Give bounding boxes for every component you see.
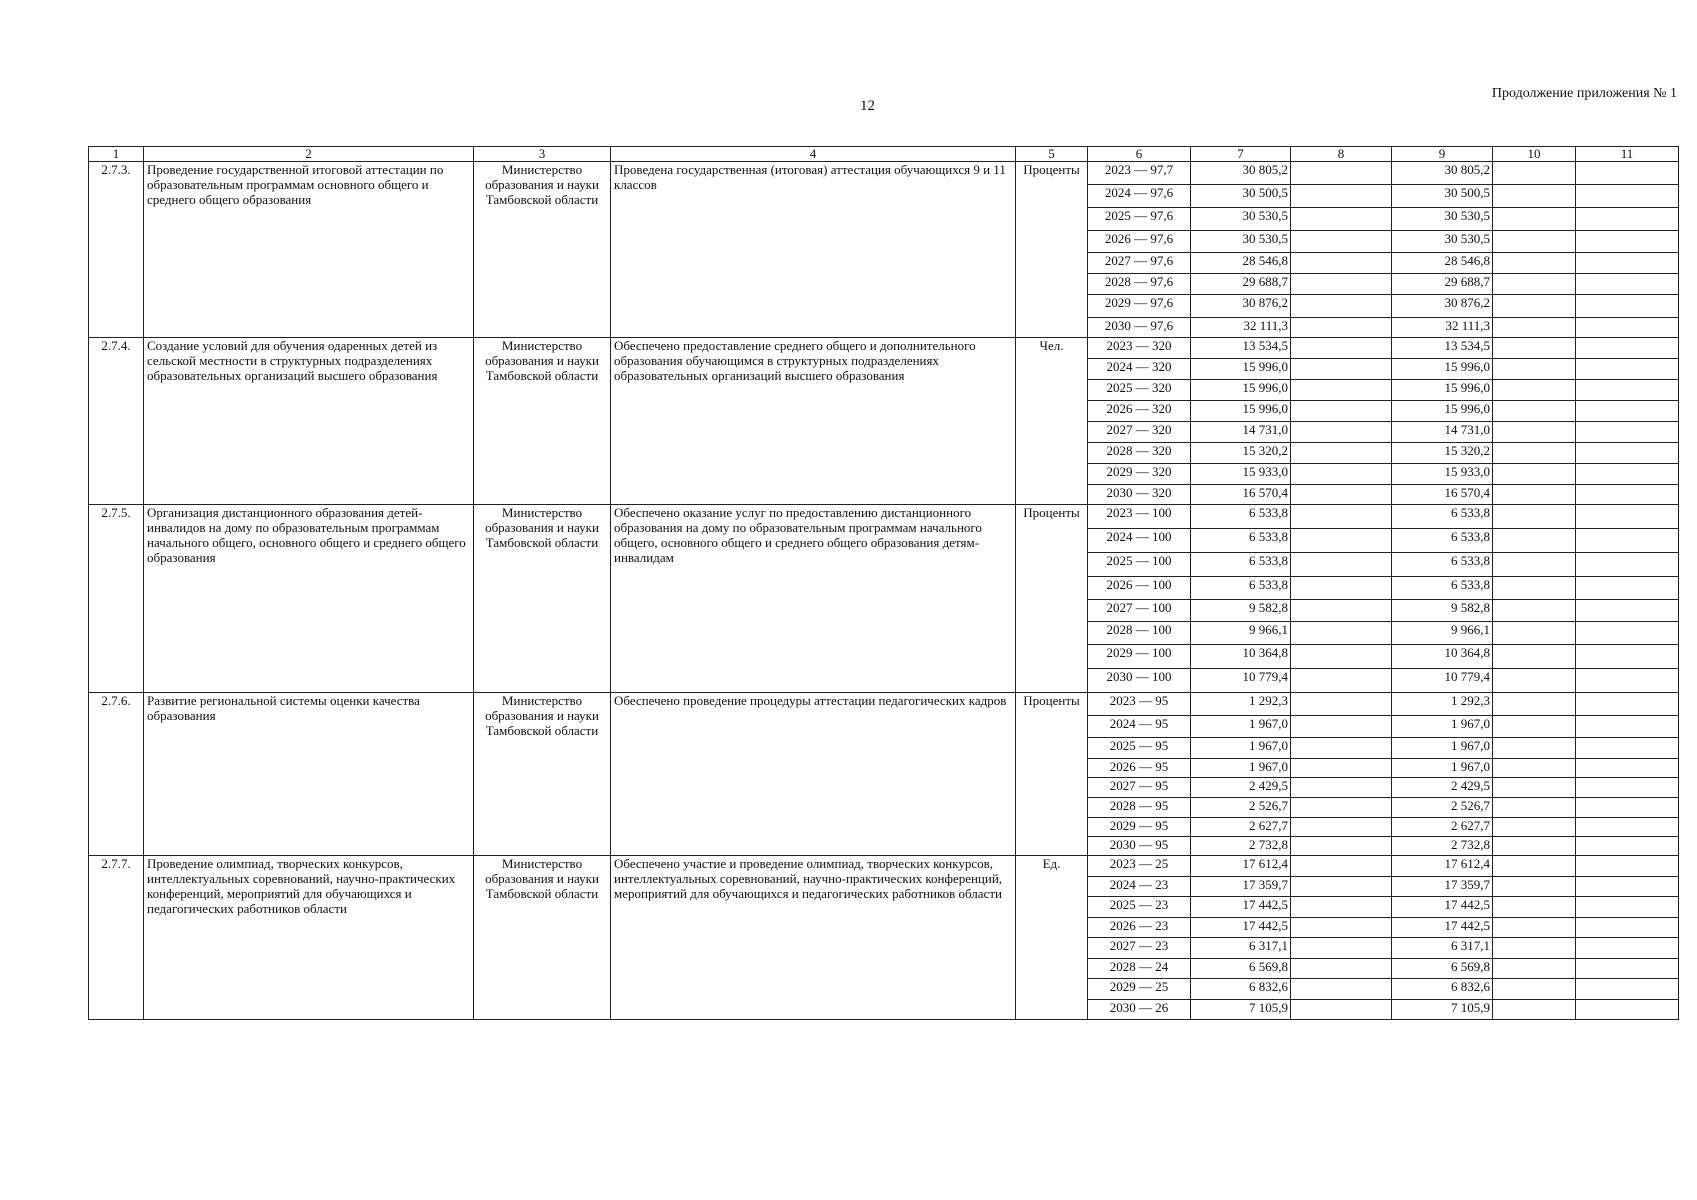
column-10-cell xyxy=(1493,1000,1576,1020)
funding-regional-cell: 6 832,6 xyxy=(1392,979,1493,1000)
column-11-cell xyxy=(1576,231,1679,253)
column-8-cell xyxy=(1291,877,1392,897)
column-8-cell xyxy=(1291,162,1392,185)
funding-total-cell: 15 996,0 xyxy=(1191,359,1291,380)
column-11-cell xyxy=(1576,485,1679,505)
funding-total-cell: 30 805,2 xyxy=(1191,162,1291,185)
column-8-cell xyxy=(1291,798,1392,818)
funding-total-cell: 30 876,2 xyxy=(1191,295,1291,318)
column-10-cell xyxy=(1493,208,1576,231)
funding-regional-cell: 15 996,0 xyxy=(1392,380,1493,401)
funding-total-cell: 6 832,6 xyxy=(1191,979,1291,1000)
column-11-cell xyxy=(1576,274,1679,295)
funding-regional-cell: 17 442,5 xyxy=(1392,897,1493,918)
measure-number: 2.7.5. xyxy=(89,505,144,693)
funding-regional-cell: 10 364,8 xyxy=(1392,645,1493,669)
column-10-cell xyxy=(1493,464,1576,485)
funding-total-cell: 9 966,1 xyxy=(1191,622,1291,645)
column-header: 7 xyxy=(1191,147,1291,162)
funding-total-cell: 7 105,9 xyxy=(1191,1000,1291,1020)
column-10-cell xyxy=(1493,877,1576,897)
year-value-cell: 2028 — 97,6 xyxy=(1088,274,1191,295)
measure-executor: Министерство образования и науки Тамбовской области xyxy=(474,505,611,693)
measure-result: Обеспечено оказание услуг по предоставлению дистанционного образования на дому по образовательным программам начального общего, основного общего и среднего общего образования детям-инвалидам xyxy=(611,505,1016,693)
funding-total-cell: 6 317,1 xyxy=(1191,938,1291,959)
column-10-cell xyxy=(1493,422,1576,443)
column-10-cell xyxy=(1493,959,1576,979)
column-10-cell xyxy=(1493,318,1576,338)
funding-regional-cell: 13 534,5 xyxy=(1392,338,1493,359)
funding-total-cell: 10 779,4 xyxy=(1191,669,1291,693)
funding-total-cell: 2 526,7 xyxy=(1191,798,1291,818)
column-10-cell xyxy=(1493,401,1576,422)
year-value-cell: 2025 — 23 xyxy=(1088,897,1191,918)
year-value-cell: 2027 — 100 xyxy=(1088,600,1191,622)
funding-total-cell: 10 364,8 xyxy=(1191,645,1291,669)
funding-regional-cell: 17 359,7 xyxy=(1392,877,1493,897)
column-10-cell xyxy=(1493,231,1576,253)
year-value-cell: 2030 — 100 xyxy=(1088,669,1191,693)
year-value-cell: 2023 — 100 xyxy=(1088,505,1191,529)
funding-regional-cell: 9 582,8 xyxy=(1392,600,1493,622)
year-value-cell: 2024 — 320 xyxy=(1088,359,1191,380)
funding-total-cell: 28 546,8 xyxy=(1191,253,1291,274)
column-10-cell xyxy=(1493,856,1576,877)
column-10-cell xyxy=(1493,693,1576,716)
funding-total-cell: 15 996,0 xyxy=(1191,380,1291,401)
funding-regional-cell: 30 500,5 xyxy=(1392,185,1493,208)
column-11-cell xyxy=(1576,577,1679,600)
funding-total-cell: 29 688,7 xyxy=(1191,274,1291,295)
funding-regional-cell: 16 570,4 xyxy=(1392,485,1493,505)
funding-total-cell: 30 500,5 xyxy=(1191,185,1291,208)
column-8-cell xyxy=(1291,645,1392,669)
column-10-cell xyxy=(1493,837,1576,856)
column-8-cell xyxy=(1291,443,1392,464)
column-header: 6 xyxy=(1088,147,1191,162)
funding-regional-cell: 29 688,7 xyxy=(1392,274,1493,295)
column-8-cell xyxy=(1291,622,1392,645)
column-10-cell xyxy=(1493,759,1576,778)
column-11-cell xyxy=(1576,837,1679,856)
year-value-cell: 2029 — 97,6 xyxy=(1088,295,1191,318)
column-header: 8 xyxy=(1291,147,1392,162)
program-measures-table xyxy=(88,146,1679,1020)
year-value-cell: 2023 — 25 xyxy=(1088,856,1191,877)
funding-regional-cell: 1 967,0 xyxy=(1392,738,1493,759)
funding-total-cell: 2 429,5 xyxy=(1191,778,1291,798)
funding-regional-cell: 6 533,8 xyxy=(1392,505,1493,529)
column-10-cell xyxy=(1493,979,1576,1000)
column-11-cell xyxy=(1576,529,1679,553)
funding-regional-cell: 6 533,8 xyxy=(1392,553,1493,577)
column-10-cell xyxy=(1493,253,1576,274)
column-header: 5 xyxy=(1016,147,1088,162)
column-8-cell xyxy=(1291,856,1392,877)
column-8-cell xyxy=(1291,577,1392,600)
column-10-cell xyxy=(1493,185,1576,208)
year-value-cell: 2025 — 95 xyxy=(1088,738,1191,759)
column-11-cell xyxy=(1576,505,1679,529)
column-8-cell xyxy=(1291,185,1392,208)
column-11-cell xyxy=(1576,359,1679,380)
column-11-cell xyxy=(1576,185,1679,208)
funding-regional-cell: 6 569,8 xyxy=(1392,959,1493,979)
column-10-cell xyxy=(1493,359,1576,380)
funding-total-cell: 30 530,5 xyxy=(1191,208,1291,231)
column-8-cell xyxy=(1291,295,1392,318)
column-8-cell xyxy=(1291,897,1392,918)
column-header: 1 xyxy=(89,147,144,162)
column-8-cell xyxy=(1291,529,1392,553)
year-value-cell: 2028 — 320 xyxy=(1088,443,1191,464)
column-8-cell xyxy=(1291,818,1392,837)
year-value-cell: 2028 — 95 xyxy=(1088,798,1191,818)
funding-regional-cell: 7 105,9 xyxy=(1392,1000,1493,1020)
year-value-cell: 2025 — 320 xyxy=(1088,380,1191,401)
funding-regional-cell: 15 933,0 xyxy=(1392,464,1493,485)
year-value-cell: 2029 — 95 xyxy=(1088,818,1191,837)
funding-regional-cell: 30 805,2 xyxy=(1392,162,1493,185)
funding-regional-cell: 2 627,7 xyxy=(1392,818,1493,837)
column-8-cell xyxy=(1291,380,1392,401)
year-value-cell: 2030 — 26 xyxy=(1088,1000,1191,1020)
funding-total-cell: 15 996,0 xyxy=(1191,401,1291,422)
column-11-cell xyxy=(1576,778,1679,798)
measure-executor: Министерство образования и науки Тамбовской области xyxy=(474,856,611,1020)
column-8-cell xyxy=(1291,1000,1392,1020)
measure-name: Создание условий для обучения одаренных детей из сельской местности в структурных подразделениях образовательных организаций высшего образования xyxy=(144,338,474,505)
funding-regional-cell: 6 533,8 xyxy=(1392,577,1493,600)
column-8-cell xyxy=(1291,716,1392,738)
column-8-cell xyxy=(1291,359,1392,380)
column-11-cell xyxy=(1576,162,1679,185)
funding-total-cell: 1 967,0 xyxy=(1191,716,1291,738)
funding-total-cell: 17 359,7 xyxy=(1191,877,1291,897)
column-8-cell xyxy=(1291,485,1392,505)
measure-executor: Министерство образования и науки Тамбовской области xyxy=(474,338,611,505)
measure-unit: Проценты xyxy=(1016,162,1088,338)
measure-name: Проведение государственной итоговой аттестации по образовательным программам основного общего и среднего общего образования xyxy=(144,162,474,338)
year-value-cell: 2023 — 320 xyxy=(1088,338,1191,359)
column-header: 4 xyxy=(611,147,1016,162)
column-11-cell xyxy=(1576,553,1679,577)
column-11-cell xyxy=(1576,897,1679,918)
column-11-cell xyxy=(1576,669,1679,693)
measure-executor: Министерство образования и науки Тамбовской области xyxy=(474,693,611,856)
funding-regional-cell: 2 526,7 xyxy=(1392,798,1493,818)
measure-result: Проведена государственная (итоговая) аттестация обучающихся 9 и 11 классов xyxy=(611,162,1016,338)
column-11-cell xyxy=(1576,938,1679,959)
measure-result: Обеспечено участие и проведение олимпиад, творческих конкурсов, интеллектуальных соревнований, научно-практических конференций, мероприятий для обучающихся и педагогических работников области xyxy=(611,856,1016,1020)
year-value-cell: 2026 — 95 xyxy=(1088,759,1191,778)
column-11-cell xyxy=(1576,818,1679,837)
column-11-cell xyxy=(1576,759,1679,778)
funding-total-cell: 6 533,8 xyxy=(1191,505,1291,529)
table-row xyxy=(89,856,1679,877)
column-11-cell xyxy=(1576,253,1679,274)
column-header: 9 xyxy=(1392,147,1493,162)
column-10-cell xyxy=(1493,553,1576,577)
funding-regional-cell: 10 779,4 xyxy=(1392,669,1493,693)
column-11-cell xyxy=(1576,464,1679,485)
column-10-cell xyxy=(1493,485,1576,505)
year-value-cell: 2024 — 100 xyxy=(1088,529,1191,553)
column-11-cell xyxy=(1576,1000,1679,1020)
column-10-cell xyxy=(1493,669,1576,693)
column-8-cell xyxy=(1291,600,1392,622)
column-11-cell xyxy=(1576,380,1679,401)
funding-regional-cell: 1 967,0 xyxy=(1392,716,1493,738)
column-10-cell xyxy=(1493,778,1576,798)
funding-regional-cell: 1 292,3 xyxy=(1392,693,1493,716)
measure-name: Проведение олимпиад, творческих конкурсов, интеллектуальных соревнований, научно-практических конференций, мероприятий для обучающихся и педагогических работников области xyxy=(144,856,474,1020)
funding-regional-cell: 6 317,1 xyxy=(1392,938,1493,959)
column-11-cell xyxy=(1576,443,1679,464)
funding-total-cell: 9 582,8 xyxy=(1191,600,1291,622)
measure-unit: Ед. xyxy=(1016,856,1088,1020)
column-10-cell xyxy=(1493,162,1576,185)
year-value-cell: 2027 — 320 xyxy=(1088,422,1191,443)
column-11-cell xyxy=(1576,422,1679,443)
measure-number: 2.7.6. xyxy=(89,693,144,856)
funding-regional-cell: 32 111,3 xyxy=(1392,318,1493,338)
measure-name: Развитие региональной системы оценки качества образования xyxy=(144,693,474,856)
funding-regional-cell: 17 442,5 xyxy=(1392,918,1493,938)
column-8-cell xyxy=(1291,274,1392,295)
year-value-cell: 2024 — 97,6 xyxy=(1088,185,1191,208)
funding-total-cell: 1 292,3 xyxy=(1191,693,1291,716)
column-11-cell xyxy=(1576,798,1679,818)
table-row xyxy=(89,693,1679,716)
funding-total-cell: 32 111,3 xyxy=(1191,318,1291,338)
column-8-cell xyxy=(1291,401,1392,422)
column-11-cell xyxy=(1576,208,1679,231)
column-header: 11 xyxy=(1576,147,1679,162)
column-8-cell xyxy=(1291,837,1392,856)
column-10-cell xyxy=(1493,622,1576,645)
column-11-cell xyxy=(1576,716,1679,738)
table-row xyxy=(89,338,1679,359)
column-11-cell xyxy=(1576,918,1679,938)
funding-total-cell: 17 612,4 xyxy=(1191,856,1291,877)
measure-unit: Проценты xyxy=(1016,505,1088,693)
year-value-cell: 2028 — 24 xyxy=(1088,959,1191,979)
column-10-cell xyxy=(1493,918,1576,938)
column-8-cell xyxy=(1291,208,1392,231)
year-value-cell: 2030 — 320 xyxy=(1088,485,1191,505)
funding-regional-cell: 30 530,5 xyxy=(1392,231,1493,253)
funding-regional-cell: 14 731,0 xyxy=(1392,422,1493,443)
column-11-cell xyxy=(1576,738,1679,759)
funding-total-cell: 15 320,2 xyxy=(1191,443,1291,464)
column-10-cell xyxy=(1493,505,1576,529)
column-8-cell xyxy=(1291,669,1392,693)
year-value-cell: 2025 — 100 xyxy=(1088,553,1191,577)
year-value-cell: 2023 — 97,7 xyxy=(1088,162,1191,185)
funding-total-cell: 17 442,5 xyxy=(1191,918,1291,938)
year-value-cell: 2026 — 100 xyxy=(1088,577,1191,600)
year-value-cell: 2028 — 100 xyxy=(1088,622,1191,645)
column-10-cell xyxy=(1493,798,1576,818)
funding-regional-cell: 15 996,0 xyxy=(1392,401,1493,422)
column-8-cell xyxy=(1291,979,1392,1000)
funding-regional-cell: 30 530,5 xyxy=(1392,208,1493,231)
column-10-cell xyxy=(1493,716,1576,738)
year-value-cell: 2026 — 23 xyxy=(1088,918,1191,938)
column-10-cell xyxy=(1493,443,1576,464)
funding-total-cell: 13 534,5 xyxy=(1191,338,1291,359)
measure-number: 2.7.4. xyxy=(89,338,144,505)
funding-total-cell: 6 533,8 xyxy=(1191,577,1291,600)
column-11-cell xyxy=(1576,645,1679,669)
column-10-cell xyxy=(1493,897,1576,918)
column-8-cell xyxy=(1291,759,1392,778)
column-10-cell xyxy=(1493,338,1576,359)
column-11-cell xyxy=(1576,856,1679,877)
column-11-cell xyxy=(1576,979,1679,1000)
funding-total-cell: 1 967,0 xyxy=(1191,738,1291,759)
measure-name: Организация дистанционного образования детей-инвалидов на дому по образовательным программам начального общего, основного общего и среднего общего образования xyxy=(144,505,474,693)
column-11-cell xyxy=(1576,338,1679,359)
column-8-cell xyxy=(1291,938,1392,959)
year-value-cell: 2029 — 100 xyxy=(1088,645,1191,669)
page-number: 12 xyxy=(860,98,875,114)
funding-total-cell: 6 533,8 xyxy=(1191,529,1291,553)
funding-total-cell: 2 627,7 xyxy=(1191,818,1291,837)
column-8-cell xyxy=(1291,231,1392,253)
column-number-header-row xyxy=(89,147,1679,162)
funding-total-cell: 1 967,0 xyxy=(1191,759,1291,778)
funding-total-cell: 6 569,8 xyxy=(1191,959,1291,979)
funding-regional-cell: 2 732,8 xyxy=(1392,837,1493,856)
column-11-cell xyxy=(1576,318,1679,338)
funding-regional-cell: 15 996,0 xyxy=(1392,359,1493,380)
column-header: 2 xyxy=(144,147,474,162)
funding-total-cell: 14 731,0 xyxy=(1191,422,1291,443)
year-value-cell: 2024 — 23 xyxy=(1088,877,1191,897)
funding-regional-cell: 28 546,8 xyxy=(1392,253,1493,274)
column-8-cell xyxy=(1291,318,1392,338)
column-10-cell xyxy=(1493,274,1576,295)
funding-total-cell: 2 732,8 xyxy=(1191,837,1291,856)
funding-regional-cell: 2 429,5 xyxy=(1392,778,1493,798)
column-8-cell xyxy=(1291,553,1392,577)
year-value-cell: 2030 — 95 xyxy=(1088,837,1191,856)
funding-regional-cell: 17 612,4 xyxy=(1392,856,1493,877)
column-header: 3 xyxy=(474,147,611,162)
column-8-cell xyxy=(1291,693,1392,716)
column-8-cell xyxy=(1291,959,1392,979)
column-10-cell xyxy=(1493,295,1576,318)
measure-unit: Чел. xyxy=(1016,338,1088,505)
measure-unit: Проценты xyxy=(1016,693,1088,856)
column-10-cell xyxy=(1493,577,1576,600)
funding-total-cell: 15 933,0 xyxy=(1191,464,1291,485)
funding-total-cell: 16 570,4 xyxy=(1191,485,1291,505)
year-value-cell: 2029 — 25 xyxy=(1088,979,1191,1000)
year-value-cell: 2026 — 97,6 xyxy=(1088,231,1191,253)
column-10-cell xyxy=(1493,600,1576,622)
measure-number: 2.7.3. xyxy=(89,162,144,338)
column-10-cell xyxy=(1493,938,1576,959)
year-value-cell: 2029 — 320 xyxy=(1088,464,1191,485)
table-row xyxy=(89,505,1679,529)
column-10-cell xyxy=(1493,818,1576,837)
column-11-cell xyxy=(1576,877,1679,897)
column-8-cell xyxy=(1291,253,1392,274)
year-value-cell: 2030 — 97,6 xyxy=(1088,318,1191,338)
measure-executor: Министерство образования и науки Тамбовской области xyxy=(474,162,611,338)
column-11-cell xyxy=(1576,693,1679,716)
table-row xyxy=(89,162,1679,185)
column-11-cell xyxy=(1576,401,1679,422)
column-8-cell xyxy=(1291,464,1392,485)
column-8-cell xyxy=(1291,338,1392,359)
measure-result: Обеспечено проведение процедуры аттестации педагогических кадров xyxy=(611,693,1016,856)
column-10-cell xyxy=(1493,738,1576,759)
funding-regional-cell: 6 533,8 xyxy=(1392,529,1493,553)
funding-regional-cell: 30 876,2 xyxy=(1392,295,1493,318)
column-11-cell xyxy=(1576,959,1679,979)
measure-number: 2.7.7. xyxy=(89,856,144,1020)
column-8-cell xyxy=(1291,505,1392,529)
year-value-cell: 2027 — 23 xyxy=(1088,938,1191,959)
year-value-cell: 2027 — 97,6 xyxy=(1088,253,1191,274)
year-value-cell: 2024 — 95 xyxy=(1088,716,1191,738)
column-8-cell xyxy=(1291,738,1392,759)
funding-regional-cell: 15 320,2 xyxy=(1392,443,1493,464)
year-value-cell: 2023 — 95 xyxy=(1088,693,1191,716)
year-value-cell: 2027 — 95 xyxy=(1088,778,1191,798)
column-header: 10 xyxy=(1493,147,1576,162)
column-10-cell xyxy=(1493,645,1576,669)
column-11-cell xyxy=(1576,295,1679,318)
funding-regional-cell: 9 966,1 xyxy=(1392,622,1493,645)
column-10-cell xyxy=(1493,380,1576,401)
funding-total-cell: 6 533,8 xyxy=(1191,553,1291,577)
column-8-cell xyxy=(1291,918,1392,938)
appendix-continuation-label: Продолжение приложения № 1 xyxy=(1491,86,1677,101)
column-11-cell xyxy=(1576,600,1679,622)
column-8-cell xyxy=(1291,778,1392,798)
funding-total-cell: 17 442,5 xyxy=(1191,897,1291,918)
funding-regional-cell: 1 967,0 xyxy=(1392,759,1493,778)
column-8-cell xyxy=(1291,422,1392,443)
column-10-cell xyxy=(1493,529,1576,553)
year-value-cell: 2025 — 97,6 xyxy=(1088,208,1191,231)
funding-total-cell: 30 530,5 xyxy=(1191,231,1291,253)
column-11-cell xyxy=(1576,622,1679,645)
year-value-cell: 2026 — 320 xyxy=(1088,401,1191,422)
measure-result: Обеспечено предоставление среднего общего и дополнительного образования обучающимся в структурных подразделениях образовательных организаций высшего образования xyxy=(611,338,1016,505)
